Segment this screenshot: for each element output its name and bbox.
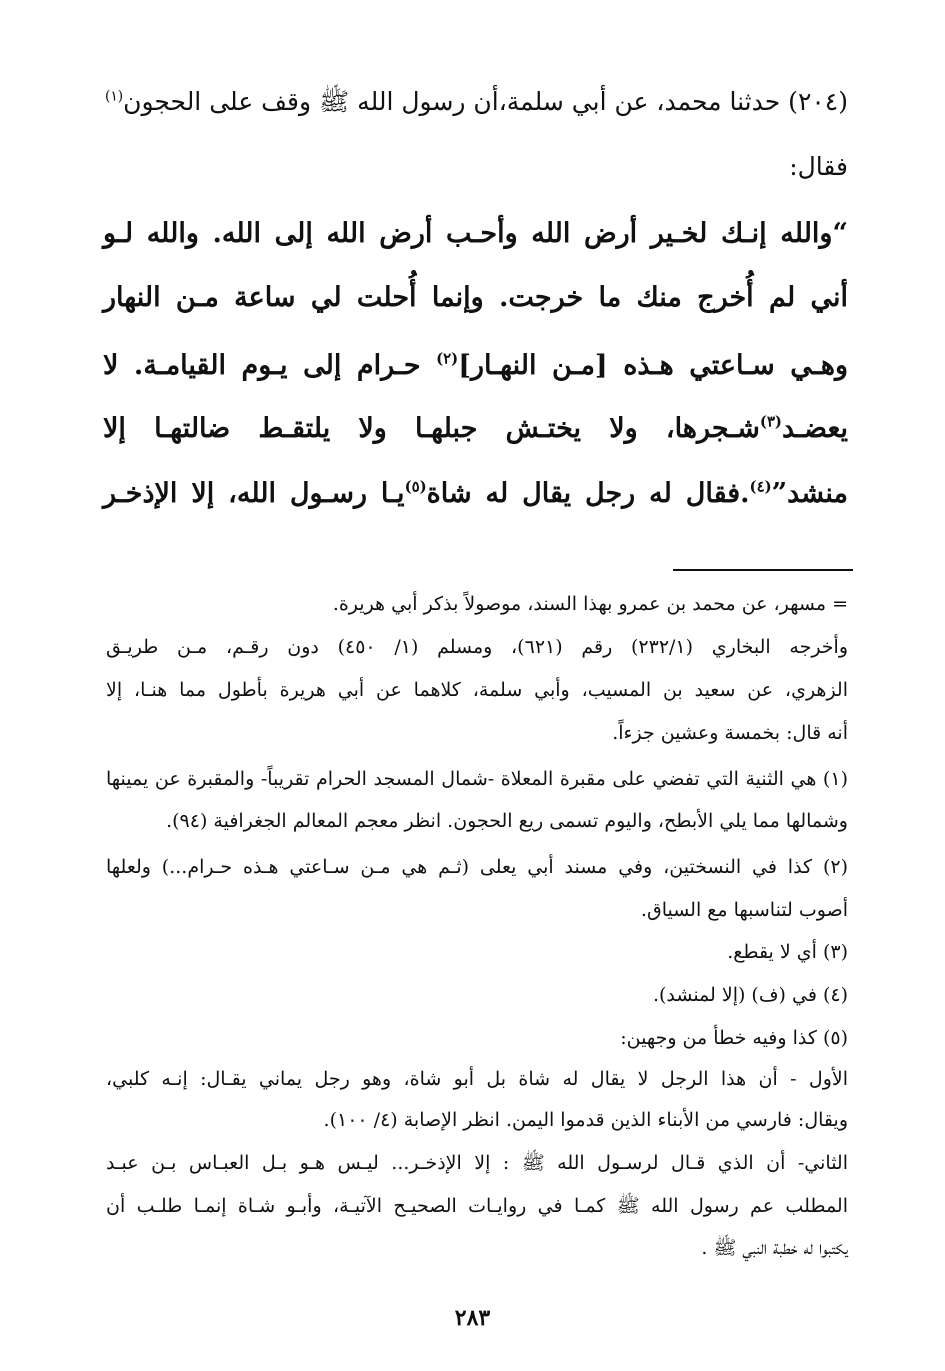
footnote-line: أنه قال: بخمسة وعشين جزءاً. [612,722,848,744]
footnote-line: الثاني- أن الذي قـال لرسـول الله ﷺ : إلا الإذخـر... ليـس هـو بـل العبـاس بـن عبـد [106,1152,848,1174]
quote-line-5-part-c: يـا رسـول الله، إلا الإذخـر [103,478,405,509]
footnote-line: الزهري، عن سعيد بن المسيب، وأبي سلمة، كلاهما عن أبي هريرة بأطول مما هنـا، إلا [106,679,848,701]
footnote-line: = مسهر، عن محمد بن عمرو بهذا السند، موصولاً بذكر أبي هريرة. [332,593,848,615]
narration-text: حدثنا محمد، عن أبي سلمة،أن رسول الله ﷺ وقف على الحجون [123,87,781,116]
quote-line-5-part-b: .فقال له رجل يقال له شاة [426,478,750,509]
footnote-line: أصوب لتناسبها مع السياق. [640,899,848,921]
footnote-line: (٤) في (ف) (إلا لمنشد). [652,984,848,1006]
footnote-ref-2: (٢) [436,349,459,368]
quote-line-4-part-b: شـجرها، ولا يختـش جبلهـا ولا يلتقـط ضالتهـا إلا [103,413,760,444]
hadith-narration-line [103,86,848,123]
footnote-line: (٥) كذا وفيه خطأ من وجهين: [620,1027,848,1049]
intro-text: فقال: [789,152,848,181]
quote-line-3-part-a: وهـي سـاعتي هـذه [مـن النهـار] [458,350,848,381]
footnote-ref-3: (٣) [759,412,782,431]
page-number: ٢٨٣ [454,1305,491,1331]
footnote-line: (١) هي الثنية التي تفضي على مقبرة المعلاة -شمال المسجد الحرام تقريباً- والمقبرة عن يمينها [106,768,848,790]
footnote-line: ويقال: فارسي من الأبناء الذين قدموا اليمن. انظر الإصابة (٤/ ١٠٠). [323,1109,848,1131]
quote-line-4-part-a: يعضـد [781,413,848,444]
quote-line-5-part-a: منشد” [771,478,848,509]
footnote-ref-5: (٥) [404,477,427,496]
quote-line-1: “والله إنـك لخـير أرض الله وأحـب أرض الله إلى الله. والله لـو [103,218,848,249]
quote-line-4 [103,413,848,444]
quote-line-2: أني لم أُخرج منك ما خرجت. وإنما أُحلت لي ساعة مـن النهار [103,282,848,313]
footnote-line: وشمالها مما يلي الأبطح، واليوم تسمى ريع الحجون. انظر معجم المعالم الجغرافية (٩٤). [166,810,848,832]
hadith-number: (٢٠٤) [788,87,848,116]
footnote-line: وأخرجه البخاري (٢٣٢/١) رقم (٦٢١)، ومسلم (١/ ٤٥٠) دون رقـم، مـن طريـق [106,636,849,658]
quote-line-3 [103,350,848,381]
footnote-line: (٣) أي لا يقطع. [727,941,848,963]
quote-line-3-part-b: حـرام إلى يـوم القيامـة. لا [103,350,437,381]
footnote-ref-4: (٤) [749,477,772,496]
quote-line-5 [103,478,848,509]
footnote-line: (٢) كذا في النسختين، وفي مسند أبي يعلى (ثـم هي مـن سـاعتي هـذه حـرام...) ولعلها [106,856,848,878]
footnote-ref-1: (١) [105,88,124,105]
footnote-divider [673,569,853,571]
footnote-line: يكتبوا له خطبة النبي ﷺ . [701,1237,848,1259]
footnote-line: المطلب عم رسول الله ﷺ كمـا في روايـات الصحيـح الآتيـة، وأبـو شـاة إنمـا طلـب أن [106,1195,848,1217]
footnote-line: الأول - أن هذا الرجل لا يقال له شاة بل أبو شاة، وهو رجل يماني يقـال: إنـه كلبي، [106,1068,848,1090]
